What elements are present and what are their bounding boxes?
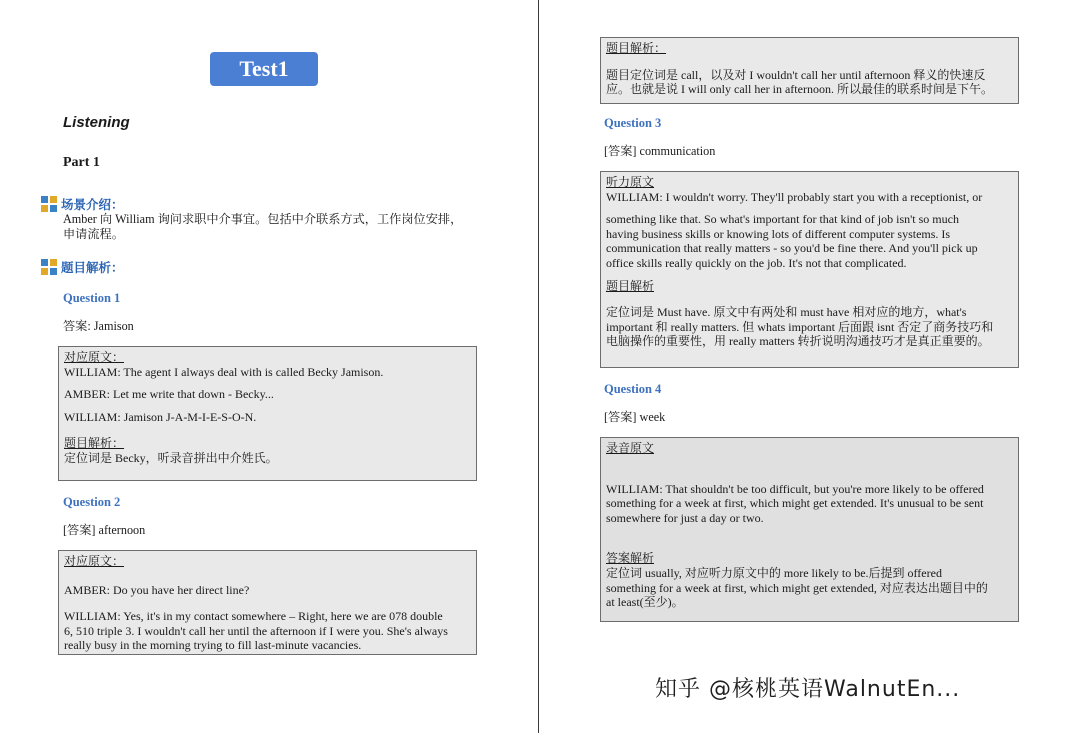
zhihu-watermark: 知乎 @核桃英语WalnutEn...	[655, 677, 961, 702]
page-divider	[538, 0, 539, 733]
analysis-heading	[40, 258, 124, 276]
question-1-answer: 答案: Jamison	[63, 319, 134, 333]
transcript-line: WILLIAM: The agent I always deal with is called Becky Jamison.	[64, 364, 384, 379]
box-heading: 题目解析：	[606, 41, 667, 55]
box-heading: 录音原文	[606, 441, 655, 455]
test-title-badge: Test1	[210, 52, 318, 86]
transcript-line: WILLIAM: That shouldn't be too difficult, but you're more likely to be offered	[606, 481, 984, 496]
scene-heading	[40, 195, 124, 213]
analysis-line: 应。也就是说 I will only call her in afternoon. 所以最佳的联系时间是下午。	[606, 82, 993, 97]
transcript-line: AMBER: Let me write that down - Becky...	[64, 387, 274, 402]
question-1-label: Question 1	[63, 291, 121, 305]
transcript-line: having business skills or knowing lots of different computer systems. Is	[606, 226, 951, 241]
transcript-line: AMBER: Do you have her direct line?	[64, 582, 250, 597]
analysis-line: 题目定位词是 call，以及对 I wouldn't call her until afternoon 释义的快速反	[606, 67, 986, 82]
box-analysis-heading: 题目解析	[606, 278, 655, 293]
scene-text	[63, 212, 462, 242]
analysis-line: something for a week at first, which might get extended, 对应表达出题目中的	[606, 580, 988, 595]
scene-text-line: 申请流程。	[63, 227, 124, 241]
question-1-transcript-box	[58, 346, 477, 481]
transcript-line: WILLIAM: Yes, it's in my contact somewhere – Right, here we are 078 double	[64, 609, 443, 624]
box-heading: 对应原文：	[64, 350, 125, 364]
question-2-answer: [答案] afternoon	[63, 523, 146, 537]
scene-heading-label: 场景介绍：	[61, 198, 124, 212]
transcript-line: WILLIAM: I wouldn't worry. They'll probably start you with a receptionist, or	[606, 189, 983, 204]
analysis-line: at least(至少)。	[606, 595, 684, 610]
question-3-answer: [答案] communication	[604, 144, 716, 158]
analysis-heading-label: 题目解析：	[61, 261, 124, 275]
transcript-line: 6, 510 triple 3. I wouldn't call her until the afternoon if I were you. She's always	[64, 623, 448, 638]
puzzle-icon	[40, 258, 58, 276]
transcript-line: really busy in the morning trying to fill last-minute vacancies.	[64, 638, 362, 653]
transcript-line: communication that really matters - so you'd be fine there. And you'll pick up	[606, 241, 978, 256]
transcript-line: something like that. So what's important for that kind of job isn't so much	[606, 212, 959, 227]
box-analysis-heading: 题目解析：	[64, 436, 125, 451]
box-heading: 听力原文	[606, 175, 655, 189]
question-2-transcript-box	[58, 550, 477, 655]
transcript-line: office skills really quickly on the job. It's not that complicated.	[606, 255, 907, 270]
question-3-label: Question 3	[604, 116, 662, 130]
question-2-analysis-box	[600, 37, 1019, 104]
analysis-line: 定位词 usually, 对应听力原文中的 more likely to be.后提到 offered	[606, 565, 942, 580]
question-4-transcript-box	[600, 437, 1019, 622]
transcript-line: WILLIAM: Jamison J-A-M-I-E-S-O-N.	[64, 409, 257, 424]
section-heading: Listening	[63, 114, 130, 131]
question-4-label: Question 4	[604, 382, 662, 396]
box-analysis-heading: 答案解析	[606, 551, 655, 566]
puzzle-icon	[40, 195, 58, 213]
part-heading: Part 1	[63, 155, 100, 170]
scene-text-line: Amber 向 William 询问求职中介事宜。包括中介联系方式，工作岗位安排，	[63, 212, 463, 226]
analysis-line: important 和 really matters. 但 whats important 后面跟 isnt 否定了商务技巧和	[606, 319, 994, 334]
transcript-line: something for a week at first, which might get extended. It's unusual to be sent	[606, 496, 984, 511]
box-heading: 对应原文：	[64, 554, 125, 568]
analysis-line: 定位词是 Must have. 原文中有两处和 must have 相对应的地方，what's	[606, 305, 967, 320]
question-3-transcript-box	[600, 171, 1019, 368]
box-analysis-text: 定位词是 Becky，听录音拼出中介姓氏。	[64, 450, 278, 465]
transcript-line: somewhere for just a day or two.	[606, 510, 764, 525]
question-4-answer: [答案] week	[604, 410, 666, 424]
analysis-line: 电脑操作的重要性，用 really matters 转折说明沟通技巧才是真正重要的。	[606, 334, 990, 349]
question-2-label: Question 2	[63, 495, 121, 509]
